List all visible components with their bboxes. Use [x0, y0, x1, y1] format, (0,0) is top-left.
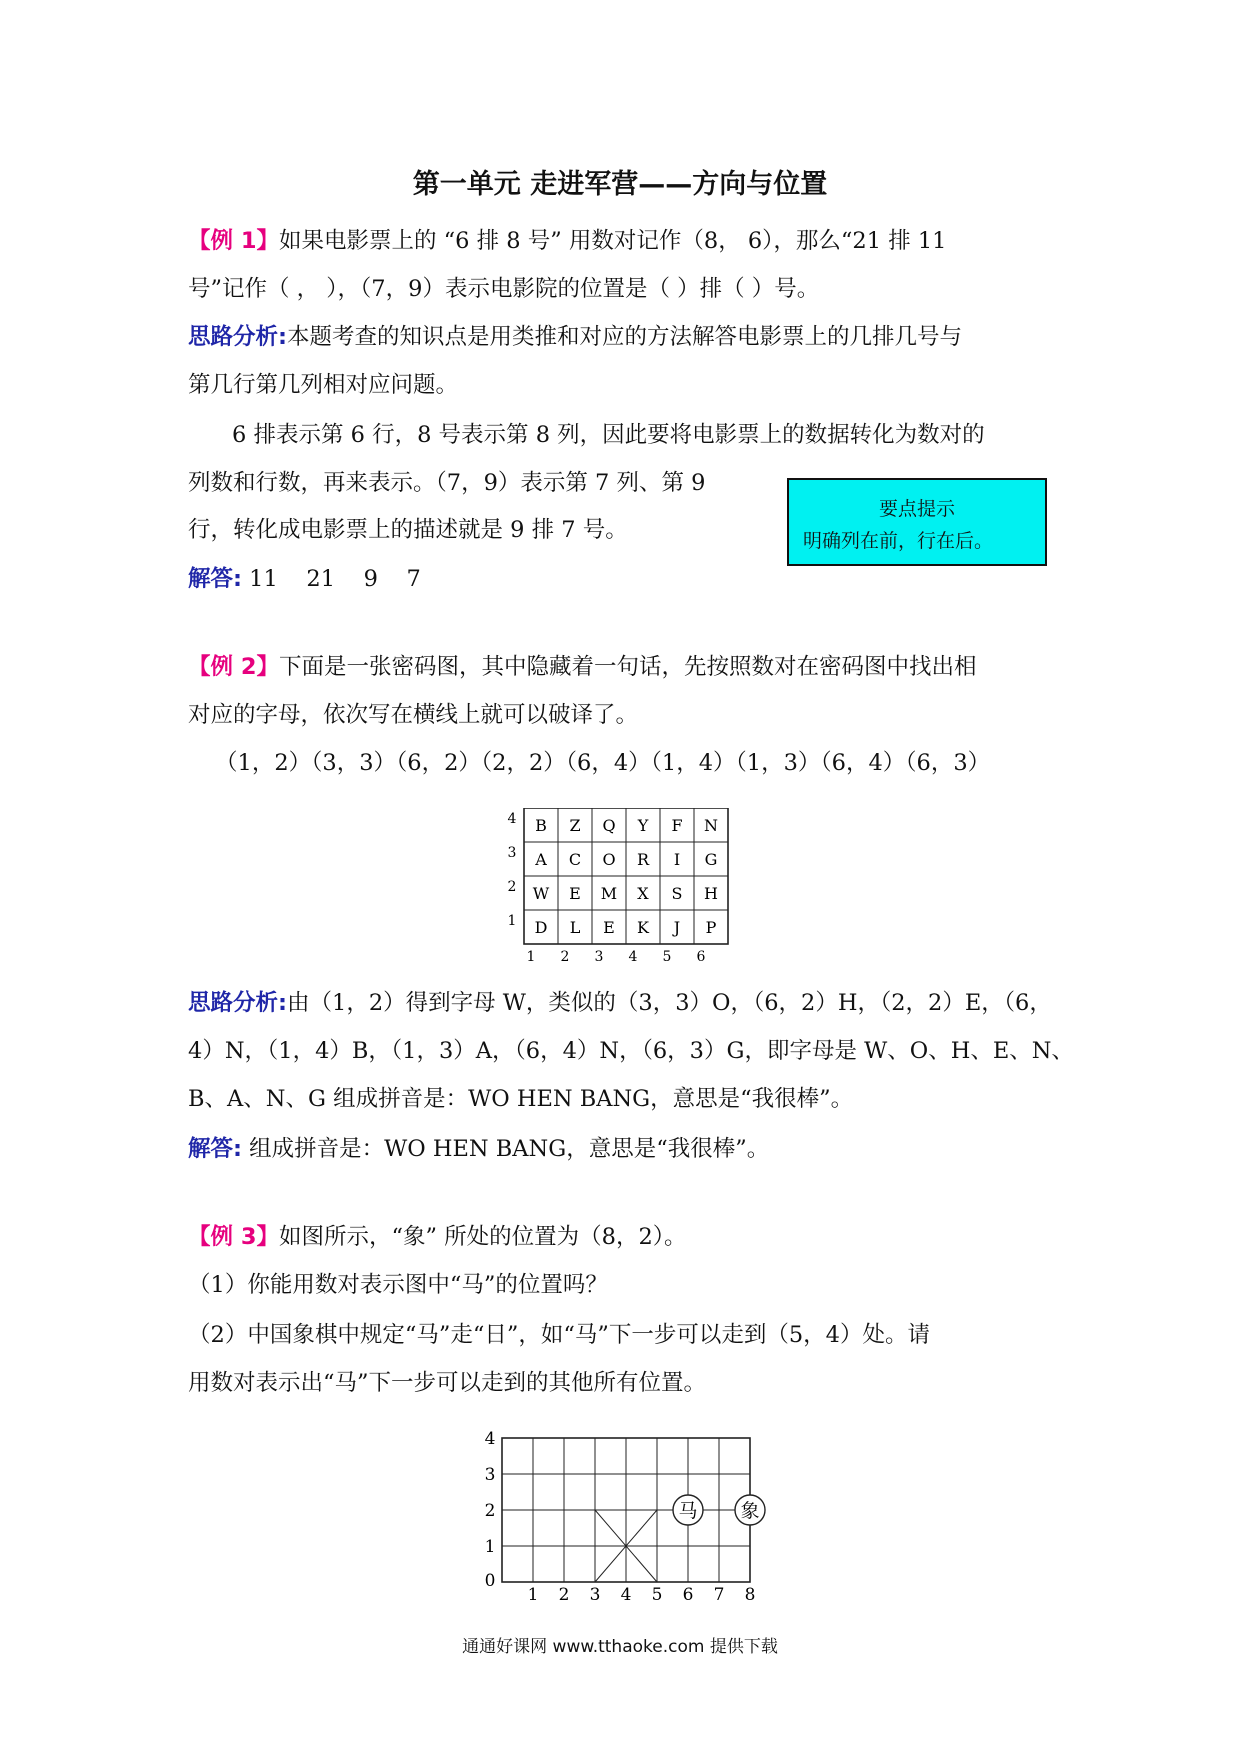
chess-board-figure	[470, 1428, 770, 1608]
example1-a2: 第几行第几列相对应问题。	[188, 372, 459, 398]
example2-a2: 4）N，（1，4）B，（1，3）A，（6，4）N，（6，3）G，即字母是 W、O、H、E、N、	[188, 1038, 1074, 1064]
example1-a1: 本题考查的知识点是用类推和对应的方法解答电影票上的几排几号与	[287, 324, 963, 350]
grid-cell-letter: Z	[569, 816, 581, 835]
page-title: 第一单元 走进军营——方向与位置	[412, 169, 828, 200]
elephant-piece	[735, 1495, 765, 1525]
example2-tag: 【例 2】	[188, 654, 279, 680]
example2-answer-line	[188, 1134, 769, 1164]
example2-analysis-label: 思路分析:	[188, 990, 287, 1016]
example2-pairs: （1，2）（3，3）（6，2）（2，2）（6，4）（1，4）（1，3）（6，4）（6，3）	[215, 750, 991, 776]
grid-cell-letter: F	[671, 816, 683, 835]
board-y-label: 1	[484, 1537, 496, 1557]
board-x-label: 8	[744, 1585, 756, 1605]
tip-text: 明确列在前，行在后。	[803, 530, 994, 552]
grid-col-label: 6	[696, 949, 706, 965]
example1-answer: 11 21 9 7	[249, 566, 421, 592]
example3-question-line1	[188, 1222, 687, 1252]
grid-cell-letter: W	[532, 884, 550, 903]
horse-piece	[673, 1495, 703, 1525]
footer-source: 通通好课网 www.tthaoke.com 提供下载	[462, 1637, 778, 1657]
board-y-label: 2	[484, 1501, 496, 1521]
grid-cell-letter: Q	[602, 816, 616, 835]
horse-label: 马	[678, 1500, 698, 1522]
grid-cell-letter: O	[602, 850, 616, 869]
tip-title: 要点提示	[878, 498, 955, 520]
example1-q1: 如果电影票上的 “6 排 8 号” 用数对记作（8， 6），那么“21 排 11	[279, 228, 947, 254]
board-x-label: 0	[484, 1571, 496, 1591]
grid-col-label: 2	[560, 949, 570, 965]
example1-question-line1	[188, 226, 947, 256]
board-x-label: 2	[558, 1585, 570, 1605]
example1-analysis-label: 思路分析:	[188, 324, 287, 350]
example2-a1: 由（1，2）得到字母 W，类似的（3，3）O，（6，2）H，（2，2）E，（6，	[287, 990, 1052, 1016]
board-x-label: 3	[589, 1585, 601, 1605]
grid-row-label: 4	[507, 811, 517, 827]
example1-a3: 6 排表示第 6 行，8 号表示第 8 列，因此要将电影票上的数据转化为数对的	[232, 422, 985, 448]
example1-a5: 行，转化成电影票上的描述就是 9 排 7 号。	[188, 517, 628, 543]
grid-row-label: 3	[507, 845, 517, 861]
grid-col-label: 4	[628, 949, 638, 965]
grid-cell-letter: E	[603, 918, 615, 937]
grid-col-label: 3	[594, 949, 604, 965]
example2-q2: 对应的字母，依次写在横线上就可以破译了。	[188, 702, 639, 728]
grid-cell-letter: A	[535, 850, 547, 869]
grid-cell-letter: I	[673, 850, 681, 869]
board-y-label: 4	[484, 1429, 496, 1449]
example3-q4: 用数对表示出“马”下一步可以走到的其他所有位置。	[188, 1370, 707, 1396]
board-x-label: 7	[713, 1585, 725, 1605]
example2-answer-label: 解答:	[188, 1136, 242, 1162]
grid-row-label: 1	[507, 913, 517, 929]
grid-cell-letter: D	[534, 918, 548, 937]
example1-analysis-line1	[188, 322, 962, 352]
example3-q3: （2）中国象棋中规定“马”走“日”，如“马”下一步可以走到（5，4）处。请	[188, 1322, 930, 1348]
grid-col-label: 5	[662, 949, 672, 965]
grid-cell-letter: J	[673, 918, 681, 937]
grid-cell-letter: K	[637, 918, 649, 937]
example3-q1: 如图所示，“象” 所处的位置为（8，2）。	[279, 1224, 687, 1250]
grid-cell-letter: B	[535, 816, 547, 835]
grid-row-label: 2	[507, 879, 517, 895]
example2-a3: B、A、N、G 组成拼音是：WO HEN BANG，意思是“我很棒”。	[188, 1086, 854, 1112]
example2-q1: 下面是一张密码图，其中隐藏着一句话，先按照数对在密码图中找出相	[279, 654, 977, 680]
board-x-label: 4	[620, 1585, 632, 1605]
cipher-grid-figure	[500, 808, 740, 968]
grid-cell-letter: X	[637, 884, 649, 903]
grid-cell-letter: G	[704, 850, 718, 869]
grid-cell-letter: N	[704, 816, 718, 835]
grid-cell-letter: E	[569, 884, 581, 903]
grid-col-label: 1	[526, 949, 536, 965]
example1-answer-label: 解答:	[188, 566, 242, 592]
example2-analysis-line1	[188, 988, 1052, 1018]
board-y-label: 3	[484, 1465, 496, 1485]
grid-cell-letter: P	[705, 918, 717, 937]
grid-cell-letter: L	[569, 918, 581, 937]
example1-a4: 列数和行数，再来表示。（7，9）表示第 7 列、第 9	[188, 470, 706, 496]
key-point-tip-box	[787, 478, 1047, 566]
grid-cell-letter: Y	[637, 816, 649, 835]
board-x-label: 5	[651, 1585, 663, 1605]
example1-q2: 号”记作（ ， ），（7，9）表示电影院的位置是（ ）排（ ）号。	[188, 276, 820, 302]
example2-question-line1	[188, 652, 977, 682]
grid-cell-letter: R	[636, 850, 650, 869]
example3-q2: （1）你能用数对表示图中“马”的位置吗？	[188, 1272, 608, 1298]
grid-cell-letter: M	[600, 884, 618, 903]
grid-cell-letter: S	[671, 884, 683, 903]
example2-answer: 组成拼音是：WO HEN BANG，意思是“我很棒”。	[249, 1136, 770, 1162]
example1-answer-line	[188, 564, 421, 594]
board-x-label: 1	[527, 1585, 539, 1605]
example3-tag: 【例 3】	[188, 1224, 279, 1250]
board-x-label: 6	[682, 1585, 694, 1605]
grid-cell-letter: H	[704, 884, 718, 903]
example1-tag: 【例 1】	[188, 228, 279, 254]
elephant-label: 象	[740, 1500, 760, 1522]
grid-cell-letter: C	[568, 850, 582, 869]
